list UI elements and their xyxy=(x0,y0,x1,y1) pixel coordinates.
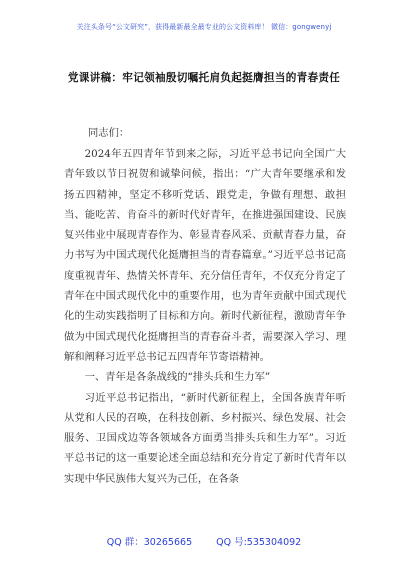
header-notice: 关注头条号“公文研究”，获得最新最全最专业的公文资料库！ 微信：gongwenyj xyxy=(76,23,332,31)
document-title: 党课讲稿：牢记领袖殷切嘱托肩负起挺膺担当的青春责任 xyxy=(67,72,341,84)
paragraph: 习近平总书记指出，“新时代新征程上，全国各族青年听从党和人民的召唤，在科技创新、乡村振兴、绿色发展、社会服务、卫国戍边等各领域各方面勇当排头兵和生力军”。习近平总书记的这一重要论述全面总结和充分肯定了新时代青年以实现中华民族伟大复兴为己任，在各条 xyxy=(64,391,346,485)
section-heading: 一、青年是各条战线的“排头兵和生力军” xyxy=(84,371,271,384)
footer-contact xyxy=(0,534,408,548)
qq-group-number: QQ 群：30265665 xyxy=(106,537,193,548)
salutation: 同志们： xyxy=(88,127,130,139)
qq-account-number: QQ 号:535304092 xyxy=(216,537,302,548)
paragraph: 2024年五四青年节到来之际，习近平总书记向全国广大青年致以节日祝贺和诚挚问候，指出：“广大青年要继承和发扬五四精神，坚定不移听党话、跟党走，争做有理想、敢担当、能吃苦、肯奋斗的新时代好青年，在推进强国建设、民族复兴伟业中展现青春作为、彰显青春风采、贡献青春力量，奋力书写为中国式现代化挺膺担当的青春篇章。”习近平总书记高度重视青年、热情关怀青年、充分信任青年，不仅充分肯定了青年在中国式现代化中的重要作用，也为青年贡献中国式现代化的生动实践指明了目标和方向。新时代新征程，激励青年争做为中国式现代化挺膺担当的青春奋斗者，需要深入学习、理解和阐释习近平总书记五四青年节寄语精神。 xyxy=(64,148,346,363)
body-text xyxy=(64,144,346,489)
